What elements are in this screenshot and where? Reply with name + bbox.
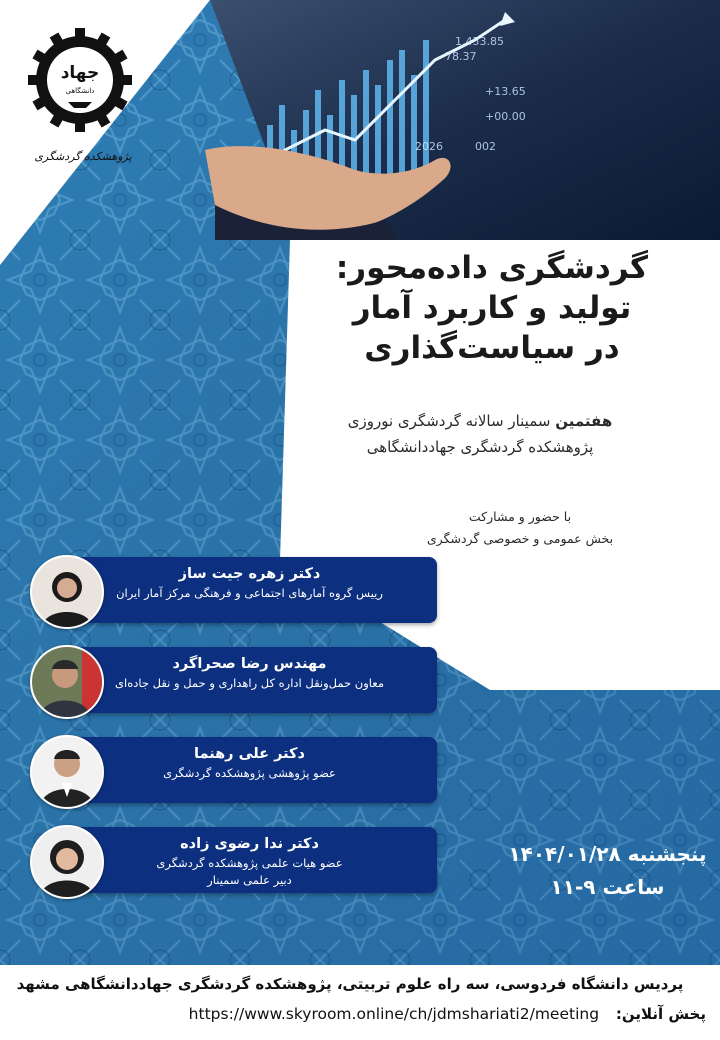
svg-text:2026: 2026	[415, 140, 443, 153]
logo-caption: پژوهشکده گردشگری	[34, 150, 132, 163]
speaker-name: دکتر ندا رضوی زاده	[180, 836, 319, 852]
svg-text:78.37: 78.37	[445, 50, 477, 63]
svg-text:+13.65: +13.65	[485, 85, 526, 98]
participation-line-2: بخش عمومی و خصوصی گردشگری	[426, 531, 614, 546]
speaker-role: رییس گروه آمارهای اجتماعی و فرهنگی مرکز آمار ایران	[116, 586, 383, 600]
logo-name: جهاد	[60, 63, 100, 83]
subtitle-bold: هفتمین	[555, 412, 613, 430]
speaker-name: دکتر زهره جیت ساز	[178, 566, 321, 582]
logo-sub: دانشگاهی	[65, 87, 95, 95]
online-label: پخش آنلاین:	[615, 1005, 706, 1023]
speaker-card-body	[62, 557, 437, 623]
subtitle-line-1: سمینار سالانه گردشگری نوروزی	[347, 412, 551, 430]
speaker-card-body	[62, 737, 437, 803]
event-date: پنجشنبه ۱۴۰۴/۰۱/۲۸	[508, 842, 707, 866]
jahad-daneshgahi-logo	[28, 28, 138, 168]
speaker-card-4	[22, 825, 417, 897]
seminar-title	[302, 248, 682, 368]
venue-address: پردیس دانشگاه فردوسی، سه راه علوم تربیتی، پژوهشکده گردشگری جهاددانشگاهی مشهد	[16, 975, 684, 993]
speaker-role-2: دبیر علمی سمینار	[207, 873, 292, 887]
svg-text:002: 002	[475, 140, 496, 153]
speaker-card-body	[62, 647, 437, 713]
speaker-photo	[30, 735, 104, 809]
subtitle-line-2: پژوهشکده گردشگری جهاددانشگاهی	[366, 438, 594, 456]
speaker-photo	[30, 645, 104, 719]
svg-text:1.453.85: 1.453.85	[455, 35, 504, 48]
speaker-role: عضو هیات علمی پژوهشکده گردشگری	[156, 856, 343, 870]
participation-note	[360, 506, 680, 550]
svg-text:+00.00: +00.00	[485, 110, 526, 123]
title-line-3: در سیاست‌گذاری	[364, 330, 620, 366]
speaker-role: عضو پژوهشی پژوهشکده گردشگری	[163, 766, 336, 780]
participation-line-1: با حضور و مشارکت	[468, 509, 572, 524]
hero-chart-hand-image	[185, 0, 720, 240]
speaker-name: مهندس رضا صحراگرد	[172, 656, 327, 672]
speaker-photo	[30, 825, 104, 899]
footer	[0, 965, 720, 1040]
event-datetime	[495, 830, 720, 950]
meeting-link[interactable]: https://www.skyroom.online/ch/jdmshariati2/meeting	[188, 1005, 600, 1023]
speaker-card-body	[62, 827, 437, 893]
seminar-subtitle	[280, 408, 680, 460]
title-line-2: تولید و کاربرد آمار	[352, 290, 632, 326]
speaker-photo	[30, 555, 104, 629]
speaker-card-3	[22, 735, 417, 807]
speaker-role: معاون حمل‌ونقل اداره کل راهداری و حمل و نقل جاده‌ای	[115, 676, 384, 690]
online-broadcast	[10, 1005, 706, 1023]
title-line-1: گردشگری داده‌محور:	[335, 250, 649, 286]
speaker-card-2	[22, 645, 417, 717]
speaker-name: دکتر علی رهنما	[194, 746, 305, 762]
speaker-card-1	[22, 555, 417, 627]
event-time: ساعت ۹-۱۱	[550, 875, 665, 899]
